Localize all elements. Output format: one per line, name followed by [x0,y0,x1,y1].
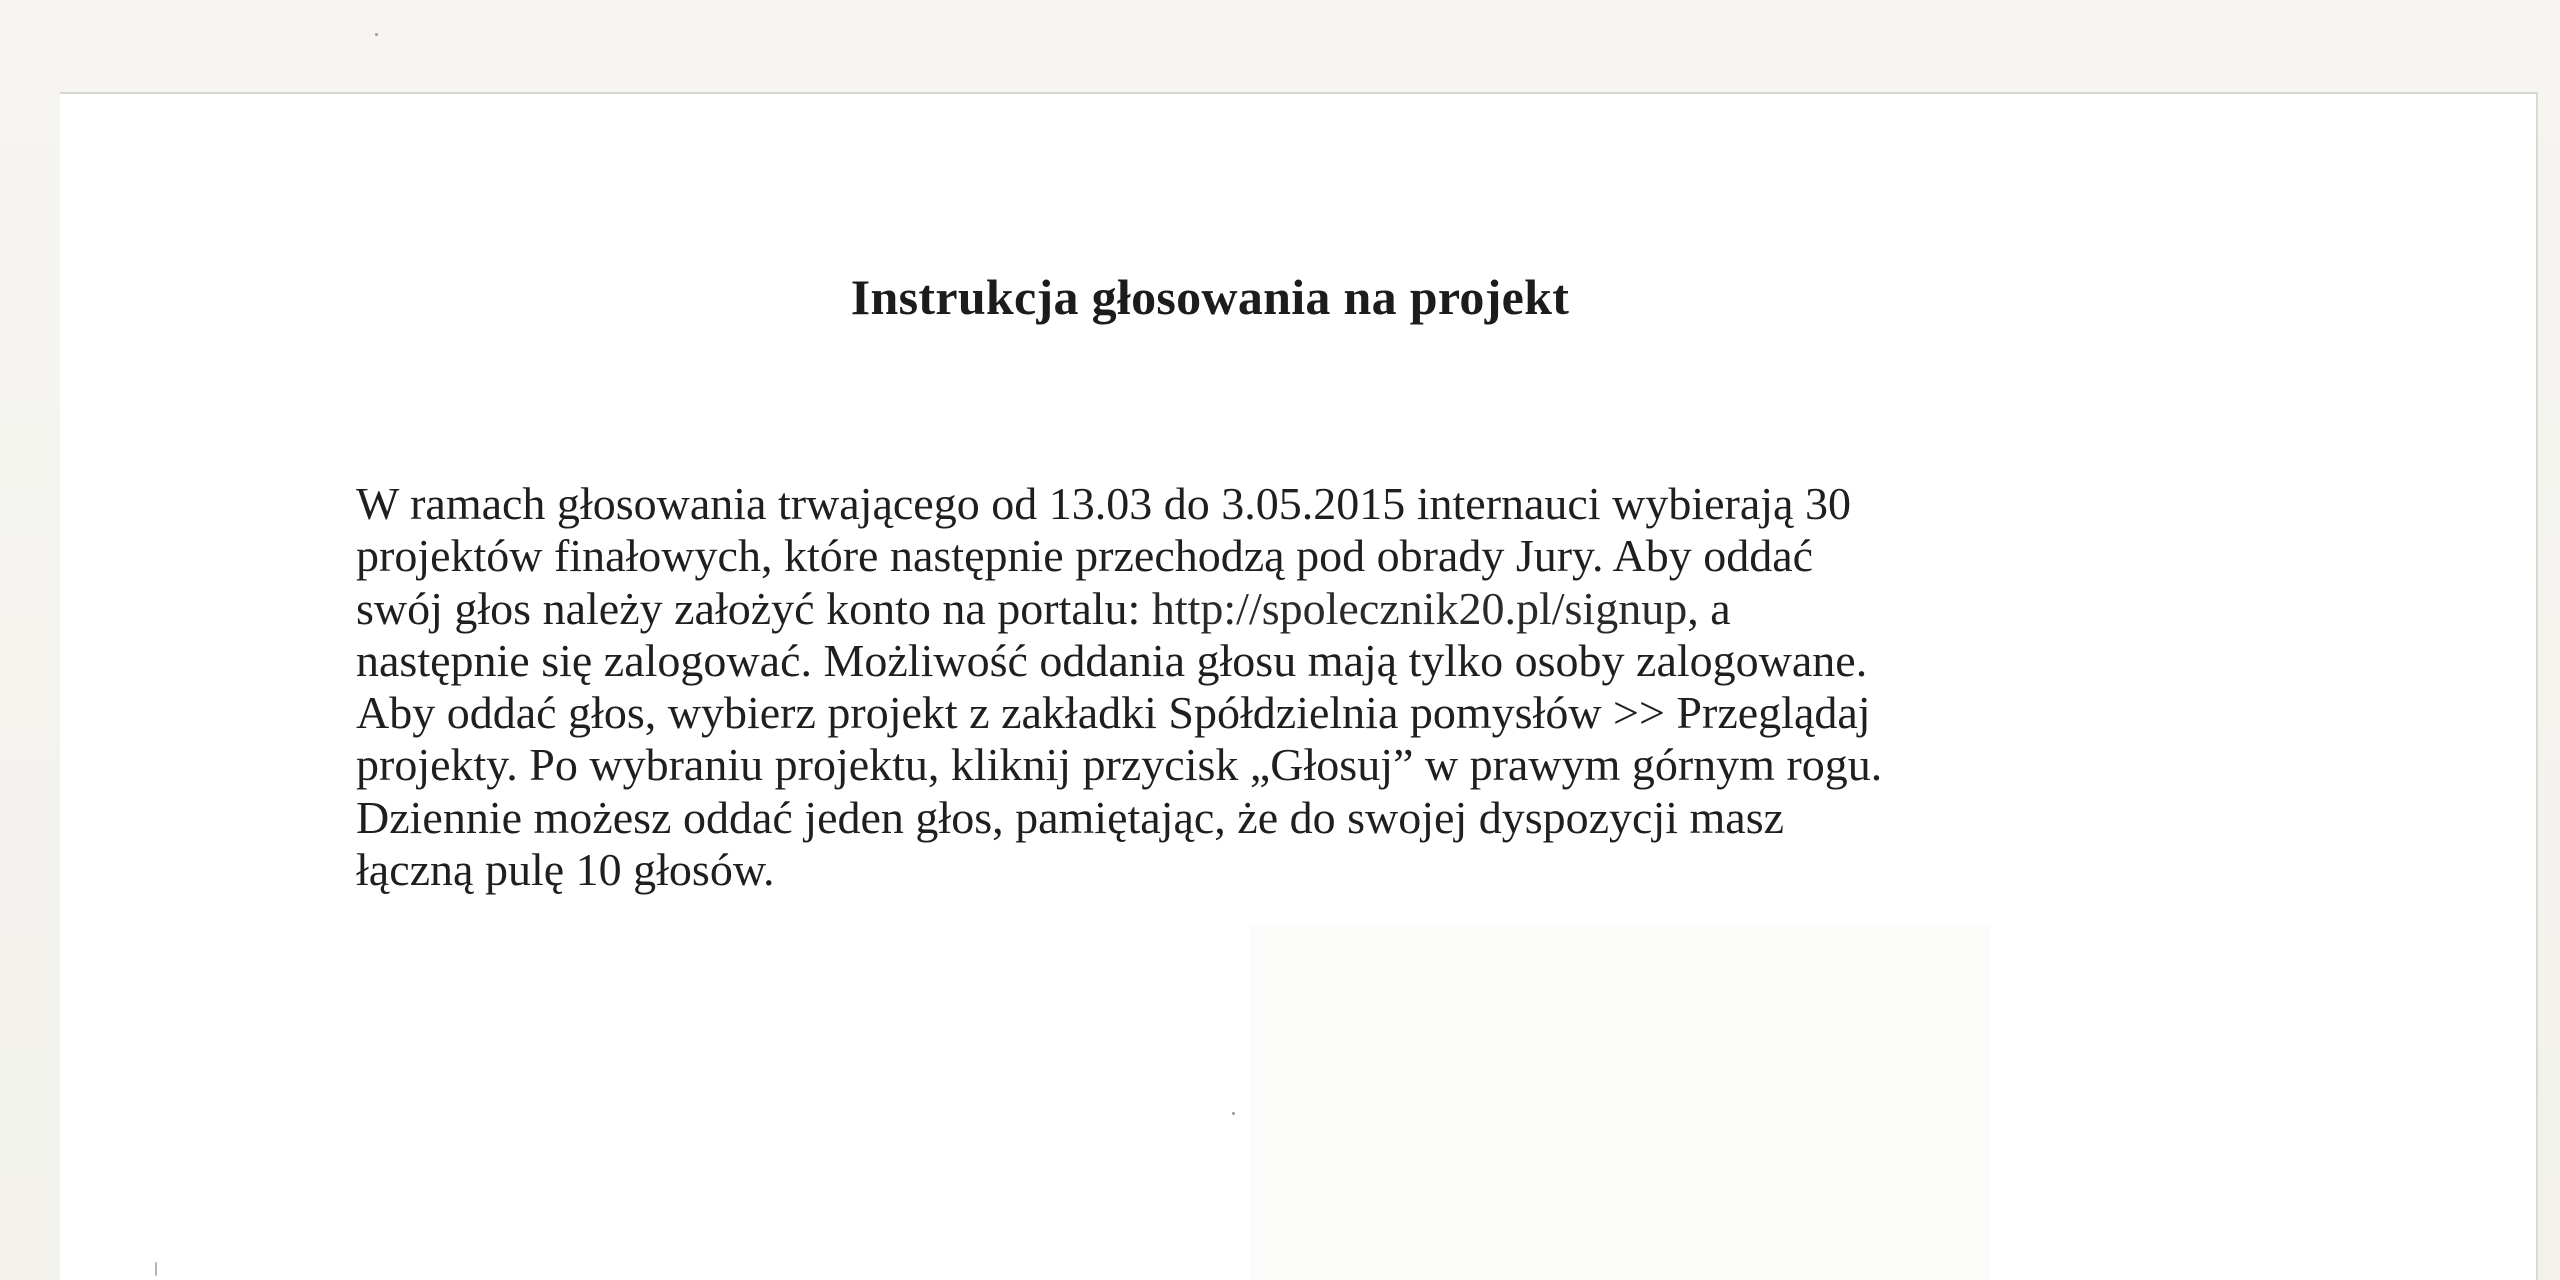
paragraph-line-8: łączną pulę 10 głosów. [356,844,775,896]
document-title: Instrukcja głosowania na projekt [850,269,1570,325]
paragraph-line-3-text: swój głos należy założyć konto na portalu: [356,582,1152,634]
paragraph-line-1: W ramach głosowania trwającego od 13.03 do 3.05.2015 internauci wybierają 30 [356,478,1851,529]
scan-speck [375,33,378,36]
paragraph-line-5: Aby oddać głos, wybierz projekt z zakładki Spółdzielnia pomysłów >> Przeglądaj [356,687,1871,739]
signup-link[interactable]: http://spolecznik20.pl/signup [1151,582,1688,634]
paragraph-line-7: Dziennie możesz oddać jeden głos, pamiętając, że do swojej dyspozycji masz [356,791,1785,843]
paragraph-line-4: następnie się zalogować. Możliwość oddania głosu mają tylko osoby zalogowane. [356,634,1868,686]
scan-speck [1232,1112,1235,1115]
paragraph-line-3-suffix: , a [1687,582,1731,634]
paragraph-line-6: projekty. Po wybraniu projektu, kliknij przycisk „Głosuj” w prawym górnym rogu. [356,739,1883,791]
paper-faint-patch [1250,924,1990,1280]
paragraph-line-3 [356,583,2256,635]
paragraph-line-2: projektów finałowych, które następnie przechodzą pod obrady Jury. Aby oddać [356,530,1814,582]
document-paragraph [356,478,2256,896]
scan-speck [155,1262,157,1276]
